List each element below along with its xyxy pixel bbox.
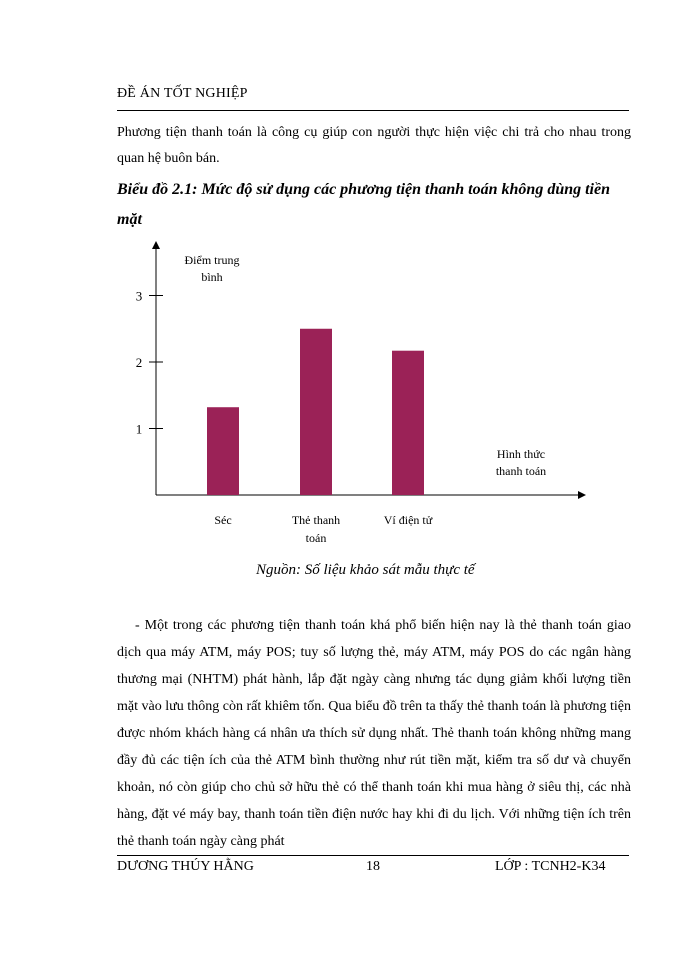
figure-source: Nguồn: Số liệu khảo sát mẫu thực tế — [256, 562, 475, 578]
footer-page-number: 18 — [366, 859, 380, 874]
x-tick-label: Ví điện tử — [383, 513, 433, 527]
x-axis-title: Hình thức — [496, 447, 546, 461]
x-tick-label: Thẻ thanh — [291, 513, 341, 527]
body-paragraph — [117, 612, 631, 855]
bar — [300, 329, 332, 495]
chart-labels — [185, 253, 547, 545]
bar — [207, 407, 239, 495]
y-tick-label: 2 — [135, 355, 143, 370]
y-axis-title: bình — [201, 270, 223, 284]
x-tick-label: Séc — [214, 513, 232, 527]
figure-title: Biểu đồ 2.1: Mức độ sử dụng các phương tiện thanh toán không dùng tiền mặt — [117, 181, 610, 228]
chart-bars — [207, 329, 424, 495]
page-header-title: ĐỀ ÁN TỐT NGHIỆP — [117, 86, 248, 101]
bar — [392, 351, 424, 495]
y-tick-label: 3 — [135, 288, 143, 304]
footer-divider — [117, 855, 629, 856]
intro-paragraph: Phương tiện thanh toán là công cụ giúp con người thực hiện việc chi trả cho nhau trong quan hệ buôn bán. — [117, 125, 631, 166]
footer-author: DƯƠNG THÚY HẰNG — [117, 859, 254, 874]
x-tick-label: toán — [305, 531, 327, 545]
x-axis-title: thanh toán — [495, 464, 547, 478]
footer-class: LỚP : TCNH2-K34 — [495, 859, 606, 874]
chart-ticks — [136, 289, 163, 437]
body-paragraph-text: - Một trong các phương tiện thanh toán khá phổ biến hiện nay là thẻ thanh toán giao dịch qua máy ATM, máy POS; tuy số lượng thẻ, máy ATM, máy POS do các ngân hàng thương mại (NHTM) phát hành, lắp đặt ngày càng nhưng tác dụng giảm khối lượng tiền mặt vào lưu thông còn rất khiêm tốn. Qua biểu đồ trên ta thấy thẻ thanh toán là phương tiện được nhóm khách hàng cá nhân ưa thích sử dụng nhất. Thẻ thanh toán không những mang đầy đủ các tiện ích của thẻ ATM bình thường như rút tiền mặt, kiểm tra số dư và chuyển khoản, nó còn giúp cho chủ sở hữu thẻ có thể thanh toán khi mua hàng ở siêu thị, các nhà hàng, đặt vé máy bay, thanh toán tiền điện nước hay khi đi du lịch. Với những tiện ích trên thẻ thanh toán ngày càng phát — [117, 618, 631, 849]
y-axis-title: Điểm trung — [184, 253, 240, 267]
y-tick-label: 1 — [135, 421, 143, 437]
